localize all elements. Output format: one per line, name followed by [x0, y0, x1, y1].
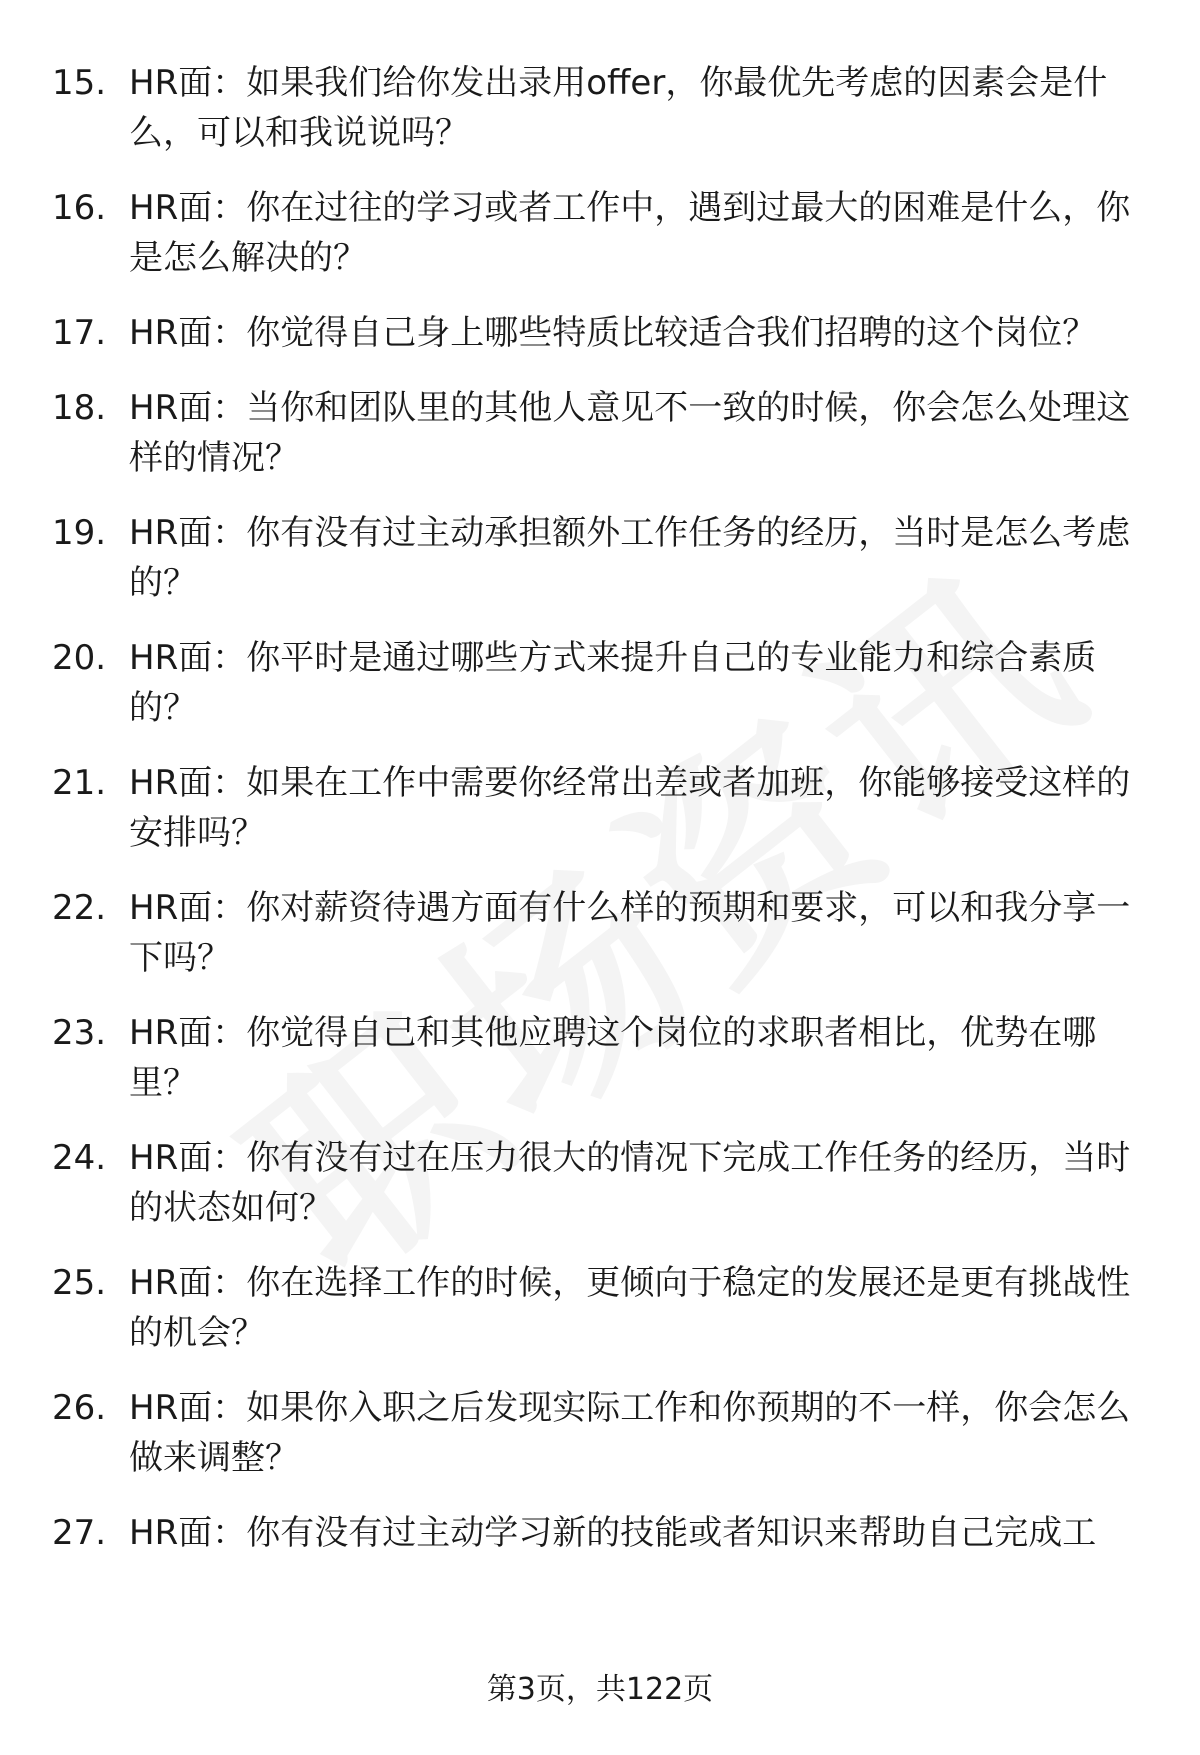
- question-number: 22.: [52, 888, 107, 928]
- question-item: [52, 633, 1152, 733]
- question-item: [52, 1008, 1152, 1108]
- question-text: HR面：你觉得自己身上哪些特质比较适合我们招聘的这个岗位？: [129, 313, 1097, 353]
- question-list: [52, 58, 1152, 1583]
- question-item: [52, 1508, 1152, 1558]
- question-text: HR面：你觉得自己和其他应聘这个岗位的求职者相比，优势在哪里？: [129, 1013, 1097, 1103]
- question-item: [52, 308, 1152, 358]
- question-number: 21.: [52, 763, 107, 803]
- question-item: [52, 1133, 1152, 1233]
- question-number: 27.: [52, 1513, 107, 1553]
- question-text: HR面：你在过往的学习或者工作中，遇到过最大的困难是什么，你是怎么解决的？: [129, 188, 1131, 278]
- question-text: HR面：如果在工作中需要你经常出差或者加班，你能够接受这样的安排吗？: [129, 763, 1131, 853]
- question-text: HR面：如果我们给你发出录用offer，你最优先考虑的因素会是什么，可以和我说说吗？: [129, 63, 1108, 153]
- question-text: HR面：你有没有过主动承担额外工作任务的经历，当时是怎么考虑的？: [129, 513, 1131, 603]
- question-number: 19.: [52, 513, 107, 553]
- question-item: [52, 383, 1152, 483]
- question-text: HR面：你在选择工作的时候，更倾向于稳定的发展还是更有挑战性的机会？: [129, 1263, 1131, 1353]
- question-item: [52, 883, 1152, 983]
- question-number: 18.: [52, 388, 107, 428]
- question-number: 20.: [52, 638, 107, 678]
- question-number: 25.: [52, 1263, 107, 1303]
- question-text: HR面：你有没有过在压力很大的情况下完成工作任务的经历，当时的状态如何？: [129, 1138, 1131, 1228]
- question-item: [52, 58, 1152, 158]
- question-item: [52, 1383, 1152, 1483]
- question-item: [52, 183, 1152, 283]
- question-text: HR面：你平时是通过哪些方式来提升自己的专业能力和综合素质的？: [129, 638, 1097, 728]
- question-text: HR面：你对薪资待遇方面有什么样的预期和要求，可以和我分享一下吗？: [129, 888, 1131, 978]
- question-item: [52, 1258, 1152, 1358]
- question-text: HR面：你有没有过主动学习新的技能或者知识来帮助自己完成工: [129, 1513, 1097, 1553]
- question-text: HR面：如果你入职之后发现实际工作和你预期的不一样，你会怎么做来调整？: [129, 1388, 1131, 1478]
- page-footer: 第3页，共122页: [486, 1672, 714, 1707]
- question-number: 26.: [52, 1388, 107, 1428]
- question-item: [52, 508, 1152, 608]
- question-number: 15.: [52, 63, 107, 103]
- question-number: 24.: [52, 1138, 107, 1178]
- question-number: 17.: [52, 313, 107, 353]
- question-item: [52, 758, 1152, 858]
- question-number: 16.: [52, 188, 107, 228]
- question-text: HR面：当你和团队里的其他人意见不一致的时候，你会怎么处理这样的情况？: [129, 388, 1131, 478]
- question-number: 23.: [52, 1013, 107, 1053]
